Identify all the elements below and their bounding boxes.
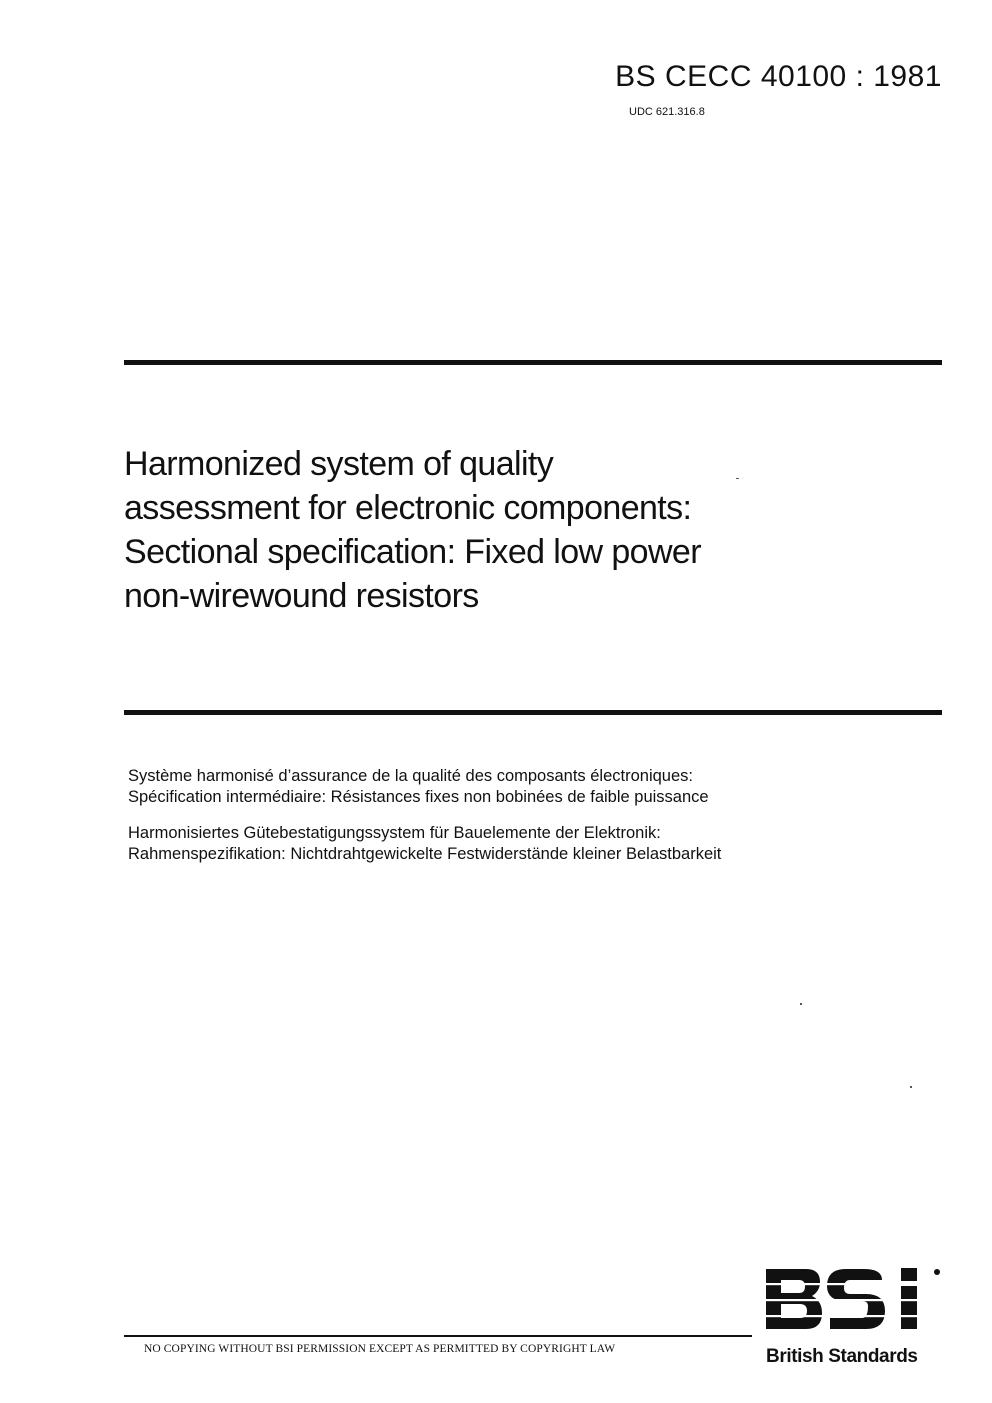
title-line: Harmonized system of quality — [124, 445, 554, 483]
title-line: assessment for electronic components: — [124, 489, 692, 527]
french-title-line: Spécification intermédiaire: Résistances fixes non bobinées de faible puissance — [128, 788, 709, 806]
logo-caption: British Standards — [766, 1346, 918, 1367]
bsi-logo — [766, 1266, 944, 1332]
document-title — [124, 442, 924, 618]
footer-divider — [124, 1335, 752, 1337]
standard-number: BS CECC 40100 : 1981 — [615, 60, 942, 93]
german-title-line: Harmonisiertes Gütebestatigungssystem für Bauelemente der Elektronik: — [128, 824, 661, 842]
middle-divider — [124, 710, 942, 715]
udc-code: UDC 621.316.8 — [629, 106, 705, 118]
translated-titles — [128, 766, 908, 865]
top-divider — [124, 360, 942, 365]
french-title-line: Système harmonisé d’assurance de la qualité des composants électroniques: — [128, 767, 693, 785]
title-line: non-wirewound resistors — [124, 577, 479, 615]
german-title-line: Rahmenspezifikation: Nichtdrahtgewickelte Festwiderstände kleiner Belastbarkeit — [128, 845, 722, 863]
scan-speck — [800, 1003, 802, 1005]
copyright-notice: NO COPYING WITHOUT BSI PERMISSION EXCEPT AS PERMITTED BY COPYRIGHT LAW — [144, 1343, 616, 1355]
scan-speck — [736, 478, 739, 479]
title-line: Sectional specification: Fixed low power — [124, 533, 701, 571]
scan-speck — [910, 1086, 912, 1088]
